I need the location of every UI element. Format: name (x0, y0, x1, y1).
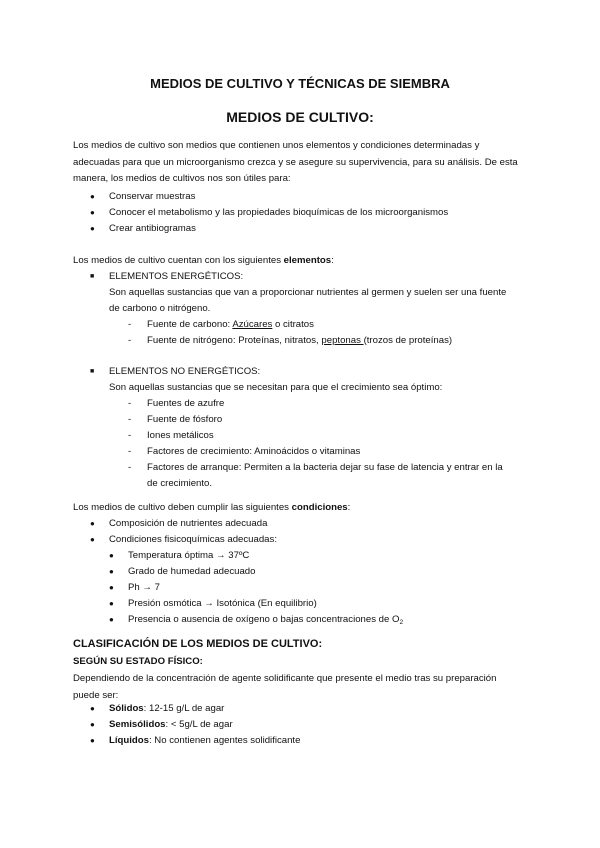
bullet-icon: ● (90, 192, 95, 201)
intro-paragraph: Los medios de cultivo son medios que contienen unos elementos y condiciones determinadas y adecuadas para que un microorganismo crezca y se asegure su supervivencia, para su análisis. De esta manera, los medios de cultivos nos son útiles para: (73, 140, 518, 184)
bullet-icon: ● (90, 208, 95, 217)
non-energetic-desc: Son aquellas sustancias que se necesitan para que el crecimiento sea óptimo: (109, 382, 443, 393)
dash-icon: - (128, 398, 132, 409)
conditions-intro: Los medios de cultivo deben cumplir las siguientes condiciones: (73, 502, 351, 513)
bullet-icon: ● (109, 599, 114, 608)
energetic-desc: de carbono o nitrógeno. (109, 303, 211, 314)
dash-icon: - (128, 430, 132, 441)
classification-heading: CLASIFICACIÓN DE LOS MEDIOS DE CULTIVO: (73, 638, 323, 650)
dash-icon: - (128, 462, 132, 473)
section-title: MEDIOS DE CULTIVO: (226, 109, 374, 125)
document-page: MEDIOS DE CULTIVO Y TÉCNICAS DE SIEMBRA MEDIOS DE CULTIVO: Los medios de cultivo son medios que contienen unos elementos y condiciones determinadas y adecuadas para que un microorganismo crezca y se asegure su supervivencia, para su análisis. De esta manera, los medios de cultivos nos son útiles para: ● Conservar muestras ● Conocer el metabolismo y las propiedades bioquímicas de los microorganismos ● Crear antibiogramas Los medios de cultivo cuentan con los siguientes elementos: ■ ELEMENTOS ENERGÉTICOS: Son aquellas sustancias que van a proporcionar nutrientes al germen y suelen ser una fuente de carbono o nitrógeno. - Fuente de carbono: Azúcares o citratos - Fuente de nitrógeno: Proteínas, nitratos, peptonas (trozos de proteínas) ■ ELEMENTOS NO ENERGÉTICOS: Son aquellas sustancias que se necesitan para que el crecimiento sea óptimo: - Fuentes de azufre - Fuente de fósforo - Iones metálicos - Factores de crecimiento: Aminoácidos o vitaminas - Factores de arranque: Permiten a la bacteria dejar su fase de latencia y entrar en la de crecimiento. Los medios de cultivo deben cumplir las siguientes condiciones: ● Composición de nutrientes adecuada ● Condiciones fisicoquímicas adecuadas: ● Temperatura óptima → 37ºC ● Grado de humedad adecuado ● Ph → 7 ● Presión osmótica → Isotónica (En equilibrio) ● Presencia o ausencia de oxígeno o bajas concentraciones de $O_2$ CLASIFICACIÓN DE LOS MEDIOS DE CULTIVO: SEGÚN SU ESTADO FÍSICO: Dependiendo de la concentración de agente solidificante que presente el medio tras su preparación puede ser: ● Sólidos: 12-15 g/L de agar ● Semisólidos: < 5g/L de agar ● Líquidos: No contienen agentes solidificante (0, 0, 600, 848)
bullet-icon: ● (109, 551, 114, 560)
bullet-icon: ● (90, 519, 95, 528)
bullet-icon: ● (90, 704, 95, 713)
square-bullet-icon: ■ (90, 273, 95, 280)
dash-icon: - (128, 446, 132, 457)
bullet-icon: ● (90, 224, 95, 233)
elements-intro: Los medios de cultivo cuentan con los siguientes elementos: (73, 255, 334, 266)
bullet-icon: ● (109, 615, 114, 624)
classification-desc: Dependiendo de la concentración de agente solidificante que presente el medio tras su preparación puede ser: (73, 673, 497, 701)
bullet-icon: ● (90, 736, 95, 745)
dash-icon: - (128, 414, 132, 425)
bullet-icon: ● (109, 583, 114, 592)
bullet-icon: ● (109, 567, 114, 576)
dash-icon: - (128, 319, 132, 330)
dash-icon: - (128, 335, 132, 346)
bullet-icon: ● (90, 535, 95, 544)
bullet-icon: ● (90, 720, 95, 729)
document-title: MEDIOS DE CULTIVO Y TÉCNICAS DE SIEMBRA (150, 76, 450, 91)
square-bullet-icon: ■ (90, 368, 95, 375)
classification-subheading: SEGÚN SU ESTADO FÍSICO: (73, 656, 203, 667)
energetic-desc: Son aquellas sustancias que van a proporcionar nutrientes al germen y suelen ser una fuente (109, 287, 507, 298)
list-item-continuation: de crecimiento. (147, 478, 213, 489)
